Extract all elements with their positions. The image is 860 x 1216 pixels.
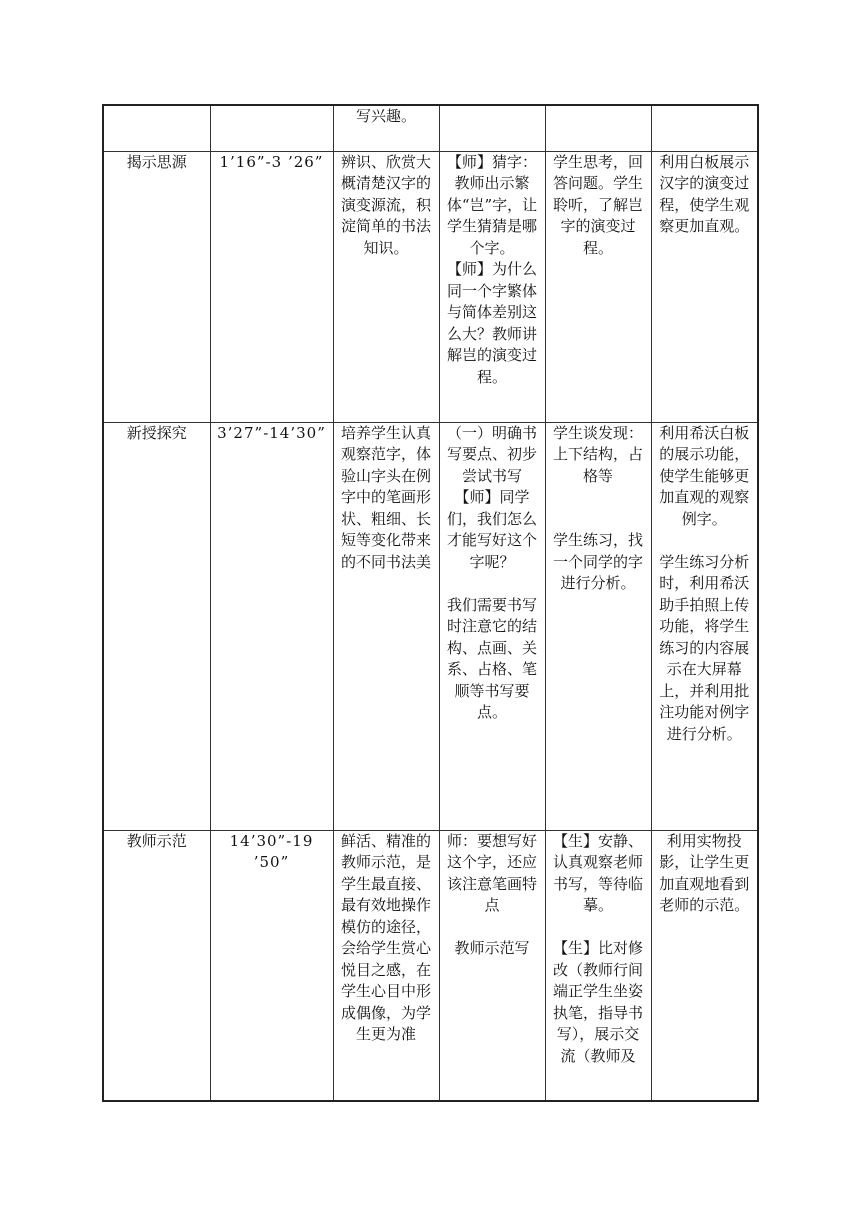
teacher-cell: [439, 151, 545, 422]
stage-cell: 教师示范: [103, 830, 210, 1101]
student-text: 【生】安静、认真观察老师书写，等待临摹。: [552, 831, 643, 914]
student-text: 学生思考，回答问题。学生聆听，了解岂字的演变过程。: [552, 152, 643, 257]
teacher-cell: [439, 105, 545, 151]
teacher-text: 【师】为什么同一个字繁体与简体差别这么大？教师讲解岂的演变过程。: [446, 260, 537, 386]
goal-cell: [333, 830, 439, 1101]
tech-text: 学生练习分析时，利用希沃助手拍照上传功能，将学生练习的内容展示在大屏幕上，并利用批注功能对例字进行分析。: [659, 552, 750, 743]
goal-cell: [333, 151, 439, 422]
teacher-cell: [439, 422, 545, 830]
student-cell: [545, 105, 651, 151]
teacher-text: 【师】猜字：教师出示繁体“岂”字，让学生猜猜是哪个字。: [446, 152, 538, 257]
tech-text: 利用实物投影，让学生更加直观地看到老师的示范。: [659, 831, 750, 914]
teacher-cell: [439, 830, 545, 1101]
goal-text: 培养学生认真观察范字，体验山字头在例字中的笔画形状、粗细、长短等变化带来的不同书法美: [340, 423, 431, 571]
table-row: [103, 422, 758, 830]
teacher-text: 师：要想写好这个字，还应该注意笔画特点: [446, 831, 537, 914]
tech-cell: [651, 151, 758, 422]
stage-cell: [103, 105, 210, 151]
student-text: 学生练习，找一个同学的字进行分析。: [552, 531, 643, 592]
table-row: [103, 830, 758, 1101]
teacher-text: 教师示范写: [454, 939, 530, 957]
teacher-text: 【师】同学们，我们怎么才能写好这个字呢？: [446, 488, 537, 571]
time-cell: [210, 105, 333, 151]
lesson-plan-table: [102, 104, 759, 1102]
teacher-text: 我们需要书写时注意它的结构、点画、关系、占格、笔顺等书写要点。: [446, 595, 537, 721]
time-cell: 3’27”-14’30”: [210, 422, 333, 830]
goal-text: 辨识、欣赏大概清楚汉字的演变源流，积淀简单的书法知识。: [340, 152, 431, 257]
goal-cell: [333, 422, 439, 830]
tech-cell: [651, 830, 758, 1101]
student-text: 学生谈发现：上下结构，占格等: [552, 423, 643, 485]
stage-cell: 揭示思源: [103, 151, 210, 422]
tech-cell: [651, 422, 758, 830]
student-cell: [545, 830, 651, 1101]
goal-text: 鲜活、精准的教师示范，是学生最直接、最有效地操作模仿的途径，会给学生赏心悦目之感，在学生心目中形成偶像，为学生更为准: [340, 831, 431, 1043]
time-cell: 1’16”-3 ’26”: [210, 151, 333, 422]
teacher-text: （一）明确书写要点、初步尝试书写: [446, 423, 537, 485]
tech-text: 利用希沃白板的展示功能，使学生能够更加直观的观察例字。: [659, 423, 750, 528]
table-row: [103, 105, 758, 151]
student-text: 【生】比对修改（教师行间端正学生坐姿执笔，指导书写），展示交流（教师及: [552, 939, 643, 1065]
student-cell: [545, 422, 651, 830]
student-cell: [545, 151, 651, 422]
tech-cell: [651, 105, 758, 151]
goal-cell: [333, 105, 439, 151]
stage-cell: 新授探究: [103, 422, 210, 830]
time-cell: 14’30”-19 ’50”: [210, 830, 333, 1101]
goal-text: 写兴趣。: [355, 107, 416, 125]
table-row: [103, 151, 758, 422]
tech-text: 利用白板展示汉字的演变过程，使学生观察更加直观。: [659, 152, 750, 235]
